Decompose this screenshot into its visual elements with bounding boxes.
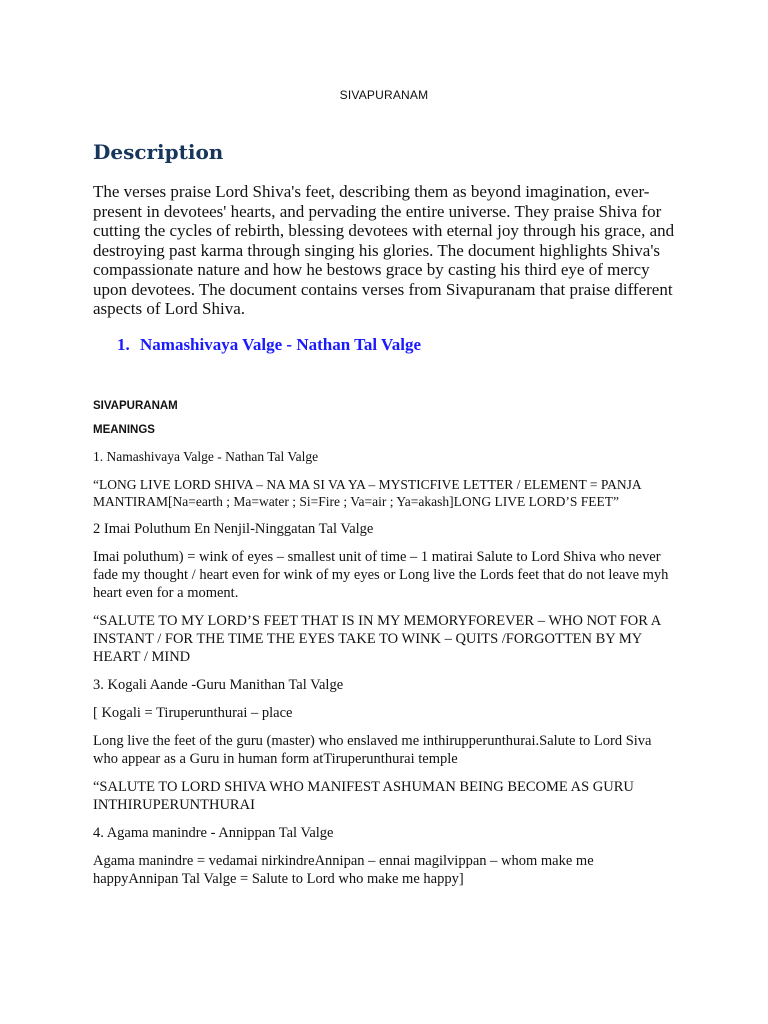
- description-paragraph: The verses praise Lord Shiva's feet, describing them as beyond imagination, ever-present in devotees' hearts, and pervading the entire universe. They praise Shiva for cutting the cycles of rebirth, blessing devotees with eternal joy through his grace, and destroying past karma through singing his glories. The document highlights Shiva's compassionate nature and how he bestows grace by casting his third eye of mercy upon devotees. The document contains verses from Sivapuranam that praise different aspects of Lord Shiva.: [93, 182, 675, 318]
- verse-2-meaning: “SALUTE TO MY LORD’S FEET THAT IS IN MY MEMORYFOREVER – WHO NOT FOR A INSTANT / FOR THE TIME THE EYES TAKE TO WINK – QUITS /FORGOTTEN BY MY HEART / MIND: [93, 613, 661, 665]
- verse-1-meaning: “LONG LIVE LORD SHIVA – NA MA SI VA YA – MYSTICFIVE LETTER / ELEMENT = PANJA MANTIRAM[Na=earth ; Ma=water ; Si=Fire ; Va=air ; Ya=akash]LONG LIVE LORD’S FEET”: [93, 477, 641, 509]
- verse-3-meaning: “SALUTE TO LORD SHIVA WHO MANIFEST ASHUMAN BEING BECOME AS GURU INTHIRUPERUNTHURAI: [93, 779, 634, 813]
- verse-2-explanation: Imai poluthum) = wink of eyes – smallest unit of time – 1 matirai Salute to Lord Shiva who never fade my thought / heart even for wink of my eyes or Long live the Lords feet that do not leave myh heart even for a moment.: [93, 549, 669, 601]
- description-heading: Description: [93, 140, 224, 164]
- verse-2-title: 2 Imai Poluthum En Nenjil-Ninggatan Tal Valge: [93, 521, 374, 537]
- section-label: SIVAPURANAM: [93, 399, 178, 412]
- verse-3-note: [ Kogali = Tiruperunthurai – place: [93, 705, 293, 721]
- meanings-label: MEANINGS: [93, 423, 155, 436]
- verse-4-explanation: Agama manindre = vedamai nirkindreAnnipan – ennai magilvippan – whom make me happyAnnipan Tal Valge = Salute to Lord who make me happy]: [93, 853, 594, 887]
- verse-1-title: 1. Namashivaya Valge - Nathan Tal Valge: [93, 448, 319, 464]
- toc-link[interactable]: Namashivaya Valge - Nathan Tal Valge: [140, 334, 422, 354]
- toc-item[interactable]: [117, 335, 678, 355]
- verse-4-title: 4. Agama manindre - Annippan Tal Valge: [93, 825, 334, 841]
- document-content: [93, 140, 678, 888]
- toc-number: 1.: [117, 334, 130, 354]
- page-header: SIVAPURANAM: [339, 88, 429, 102]
- verse-3-explanation: Long live the feet of the guru (master) who enslaved me inthirupperunthurai.Salute to Lord Siva who appear as a Guru in human form atTiruperunthurai temple: [93, 733, 652, 767]
- verse-3-title: 3. Kogali Aande -Guru Manithan Tal Valge: [93, 677, 344, 693]
